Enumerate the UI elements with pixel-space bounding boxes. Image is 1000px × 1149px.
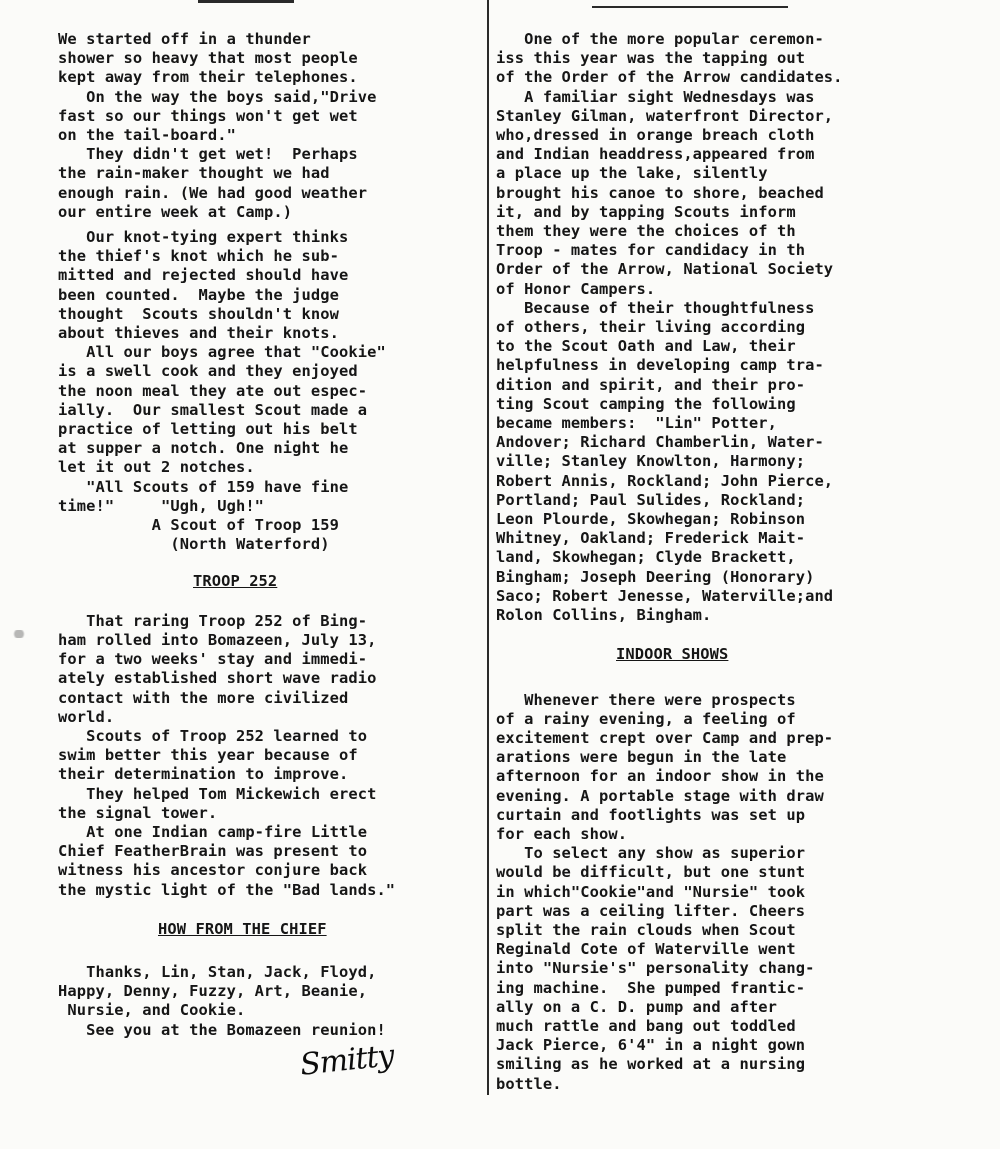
troop159-signoff-line1: A Scout of Troop 159 xyxy=(58,516,339,535)
scan-speck xyxy=(10,630,28,638)
troop159-signoff-line2: (North Waterford) xyxy=(58,535,330,554)
camp-story-paragraph: We started off in a thunder shower so heavy that most people kept away from their telephones. On the way the boys said,"Drive fast so our things won't get wet on the tail-board." They didn't get wet! Perhaps the rain-maker thought we had enough rain. (We had good weather our entire week at Camp.) xyxy=(58,30,377,221)
right-column xyxy=(496,0,928,1149)
left-column xyxy=(58,0,476,1149)
knot-cookie-paragraph: Our knot-tying expert thinks the thief's knot which he sub- mitted and rejected should have been counted. Maybe the judge thought Scouts shouldn't know about thieves and their knots. All our boys agree that "Cookie" is a swell cook and they enjoyed the noon meal they ate out espec- ially. Our smallest Scout made a practice of letting out his belt at supper a notch. One night he let it out 2 notches. "All Scouts of 159 have fine time!" "Ugh, Ugh!" xyxy=(58,228,386,515)
heading-how-from-chief: HOW FROM THE CHIEF xyxy=(158,919,327,938)
column-divider xyxy=(487,0,489,1095)
heading-troop-252: TROOP 252 xyxy=(193,572,278,591)
indoor-shows-paragraph: Whenever there were prospects of a rainy evening, a feeling of excitement crept over Camp and prep- arations were begun in the late afternoon for an indoor show in the evening. A portable stage with draw curtain and footlights was set up for each show. To select any show as superior would be difficult, but one stunt in which"Cookie"and "Nursie" took part was a ceiling lifter. Cheers split the rain clouds when Scout Reginald Cote of Waterville went into "Nursie's" personality chang- ing machine. She pumped frantic- ally on a C. D. pump and after much rattle and bang out toddled Jack Pierce, 6'4" in a night gown smiling as he worked at a nursing bottle. xyxy=(496,690,834,1093)
heading-indoor-shows: INDOOR SHOWS xyxy=(616,645,729,664)
order-of-arrow-paragraph: One of the more popular ceremon- iss this year was the tapping out of the Order of the Arrow candidates. A familiar sight Wednesdays was Stanley Gilman, waterfront Director, who,dressed in orange breach cloth and Indian headdress,appeared from a place up the lake, silently brought his canoe to shore, beached it, and by tapping Scouts inform them they were the choices of th Troop - mates for candidacy in th Order of the Arrow, National Society of Honor Campers. Because of their thoughtfulness of others, their living according to the Scout Oath and Law, their helpfulness in developing camp tra- dition and spirit, and their pro- ting Scout camping the following became members: "Lin" Potter, Andover; Richard Chamberlin, Water- ville; Stanley Knowlton, Harmony; Robert Annis, Rockland; John Pierce, Portland; Paul Sulides, Rockland; Leon Plourde, Skowhegan; Robinson Whitney, Oakland; Frederick Mait- land, Skowhegan; Clyde Brackett, Bingham; Joseph Deering (Honorary) Saco; Robert Jenesse, Waterville;and Rolon Collins, Bingham. xyxy=(496,30,843,625)
troop252-paragraph: That raring Troop 252 of Bing- ham rolled into Bomazeen, July 13, for a two weeks' stay and immedi- ately established short wave radio contact with the more civilized world. Scouts of Troop 252 learned to swim better this year because of their determination to improve. They helped Tom Mickewich erect the signal tower. At one Indian camp-fire Little Chief FeatherBrain was present to witness his ancestor conjure back the mystic light of the "Bad lands." xyxy=(58,611,396,899)
thanks-paragraph: Thanks, Lin, Stan, Jack, Floyd, Happy, Denny, Fuzzy, Art, Beanie, Nursie, and Cookie. See you at the Bomazeen reunion! xyxy=(58,962,386,1039)
smitty-signature: Smitty xyxy=(298,1038,396,1083)
